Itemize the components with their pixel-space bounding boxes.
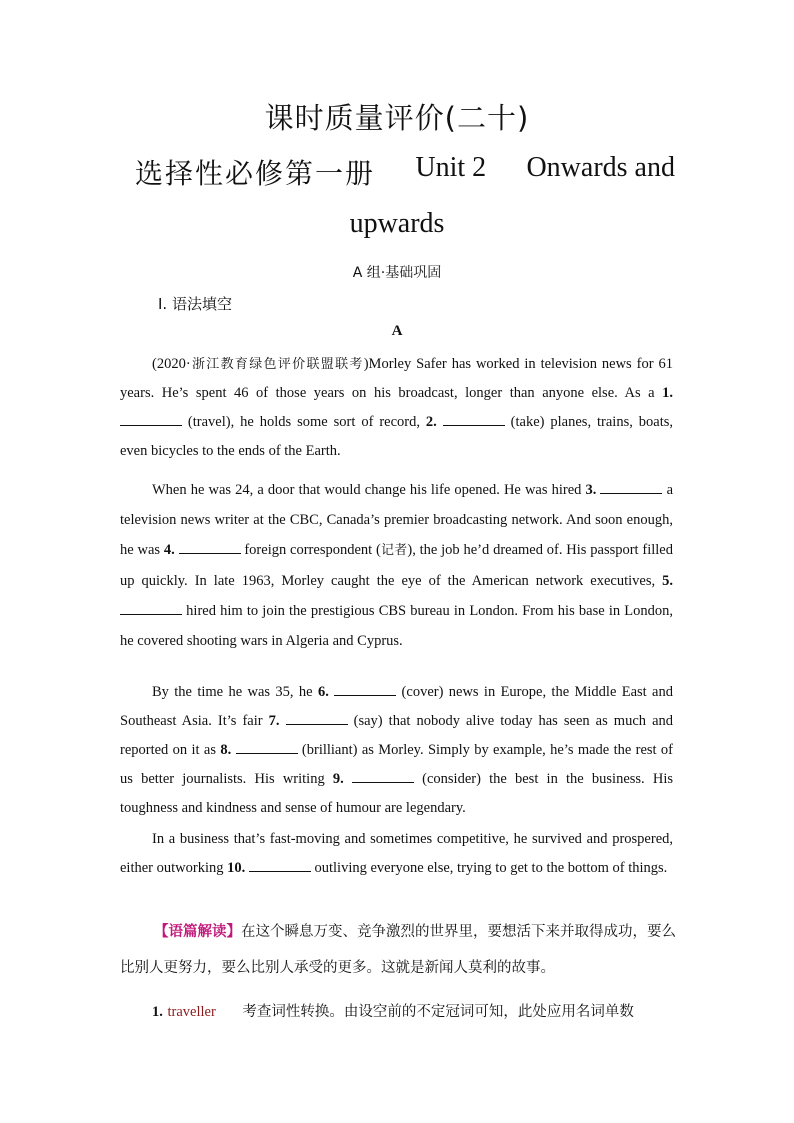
blank-number: 1.	[662, 385, 673, 401]
text-run: By the time he was 35, he	[152, 684, 318, 700]
blank-number: 10.	[227, 860, 246, 876]
source-open: (2020·	[152, 356, 191, 372]
blank-number: 6.	[317, 684, 329, 700]
answer-number: 1.	[152, 1004, 163, 1020]
blank-5[interactable]	[120, 602, 182, 615]
blank-4[interactable]	[179, 541, 241, 554]
text-run: In a business that’s fast-moving and sometimes competitive, he survived and prospered, either outworking	[120, 831, 673, 876]
answer-item-1	[152, 998, 674, 1026]
text-run: foreign correspondent (	[240, 542, 381, 558]
passage-paragraph-3	[120, 678, 673, 823]
blank-number: 2.	[425, 414, 437, 430]
source-name: 浙江教育绿色评价联盟联考	[190, 357, 364, 372]
blank-10[interactable]	[249, 859, 311, 872]
blank-number: 4.	[163, 542, 175, 558]
text-run: (consider) the best in the business. His toughness and kindness and sense of humour are legendary.	[120, 771, 673, 816]
text-run: (travel), he holds some sort of record,	[182, 414, 426, 430]
passage-label: A	[391, 323, 403, 339]
text-run: a television news writer at the CBC, Canada’s premier broadcasting network. And soon enough, he was	[120, 482, 674, 558]
blank-8[interactable]	[236, 741, 298, 754]
text-run: When he was 24, a door that would change his life opened. He was hired	[152, 482, 586, 498]
answer-word: traveller	[167, 1004, 216, 1020]
blank-number: 5.	[662, 573, 673, 589]
answer-explanation: 考查词性转换。由设空前的不定冠词可知，此处应用名词单数	[242, 1004, 634, 1020]
passage-paragraph-1	[120, 350, 673, 466]
blank-2[interactable]	[443, 413, 505, 426]
blank-7[interactable]	[286, 712, 348, 725]
page-title: 课时质量评价(二十)	[264, 101, 530, 135]
blank-number: 7.	[268, 713, 280, 729]
reading-tag: 【语篇解读】	[154, 924, 241, 940]
blank-9[interactable]	[352, 770, 414, 783]
passage-paragraph-2	[120, 475, 673, 656]
subtitle-unit-name: Onwards and	[526, 152, 675, 183]
blank-number: 3.	[585, 482, 597, 498]
blank-3[interactable]	[600, 481, 662, 494]
subtitle-unit: Unit 2	[415, 152, 487, 183]
source-close: )	[363, 356, 369, 372]
page-subtitle	[135, 152, 675, 192]
text-run: (say) that nobody alive today has seen as much and reported on it as	[120, 713, 674, 758]
text-run: (brilliant) as Morley. Simply by example, he’s made the rest of us better journalists. His writing	[120, 742, 674, 787]
text-run: ), the job he’d dreamed of. His passport filled up quickly. In late 1963, Morley caught the eye of the American network executives,	[120, 542, 673, 589]
passage-paragraph-4	[120, 825, 673, 883]
blank-1[interactable]	[120, 413, 182, 426]
subtitle-book: 选择性必修第一册	[135, 157, 376, 190]
subtitle-unit-name-cont: upwards	[349, 208, 445, 239]
reading-note	[120, 914, 676, 986]
text-run: outliving everyone else, trying to get to the bottom of things.	[310, 860, 668, 876]
text-run: (take) planes, trains, boats, even bicycles to the ends of the Earth.	[120, 414, 673, 459]
reading-text: 在这个瞬息万变、竞争激烈的世界里，要想活下来并取得成功，要么比别人更努力，要么比别人承受的更多。这就是新闻人莫利的故事。	[120, 924, 676, 976]
text-run: (cover) news in Europe, the Middle East and Southeast Asia. It’s fair	[120, 684, 673, 729]
blank-number: 9.	[332, 771, 344, 787]
gloss: 记者	[380, 543, 408, 558]
text-run: hired him to join the prestigious CBS bureau in London. From his base in London, he covered shooting wars in Algeria and Cyprus.	[120, 603, 673, 649]
section-label: Ⅰ. 语法填空	[158, 295, 232, 313]
text-run: Morley Safer has worked in television news for 61 years. He’s spent 46 of those years on his broadcast, longer than anyone else. As a	[120, 356, 673, 401]
group-label: A 组·基础巩固	[352, 265, 442, 281]
blank-number: 8.	[220, 742, 232, 758]
blank-6[interactable]	[334, 683, 396, 696]
